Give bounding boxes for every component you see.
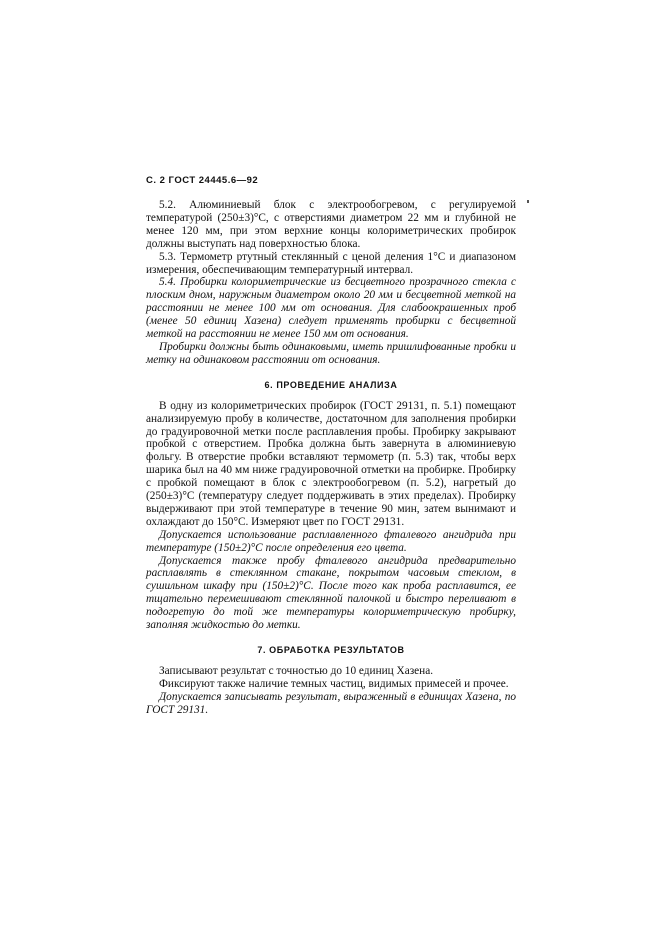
section-7-title: 7. ОБРАБОТКА РЕЗУЛЬТАТОВ <box>257 645 405 655</box>
paragraph-5-2: 5.2. Алюминиевый блок с электрообогревом, с регулируемой температурой (250±3)°С, с отверстиями диаметром 22 мм и глубиной не менее 120 мм, при этом верхние концы колориметрических пробирок должны выступать над поверхностью блока. <box>146 199 516 250</box>
paragraph-procedure: В одну из колориметрических пробирок (ГОСТ 29131, п. 5.1) помещают анализируемую пробу в количестве, достаточном для заполнения пробирки до градуировочной метки после расплавления пробы. Пробирку закрывают пробкой с отверстием. Пробка должна быть завернута в алюминиевую фольгу. В отверстие пробки вставляют термометр (п. 5.3) так, чтобы верх шарика был на 40 мм ниже градуировочной отметки на пробирке. Пробирку с пробкой помещают в блок с электрообогревом (п. 5.2), нагретый до (250±3)°С (температуру следует поддерживать в этих пределах). Пробирку выдерживают при этой температуре в течение 90 мин, затем вынимают и охлаждают до 150°С. Измеряют цвет по ГОСТ 29131. <box>146 399 516 528</box>
paragraph-record-particles: Фиксируют также наличие темных частиц, видимых примесей и прочее. <box>159 677 509 690</box>
paragraph-allowed-hazen: Допускается записывать результат, выраженный в единицах Хазена, по ГОСТ 29131. <box>146 690 516 716</box>
paragraph-allowed-melted: Допускается использование расплавленного фталевого ангидрида при температуре (150±2)°С после определения его цвета. <box>146 528 516 554</box>
paragraph-tubes-identical: Пробирки должны быть одинаковыми, иметь пришлифованные пробки и метку на одинаковом расстоянии от основания. <box>146 340 516 366</box>
paragraph-5-4: 5.4. Пробирки колориметрические из бесцветного прозрачного стекла с плоским дном, наружным диаметром около 20 мм и бесцветной меткой на расстоянии не менее 100 мм от основания. Для слабоокрашенных проб (менее 50 единиц Хазена) следует применять пробирки с бесцветной меткой на расстоянии не менее 150 мм от основания. <box>146 276 516 341</box>
scan-speck <box>527 200 529 203</box>
page-header: С. 2 ГОСТ 24445.6—92 <box>146 175 259 186</box>
section-6-title: 6. ПРОВЕДЕНИЕ АНАЛИЗА <box>264 379 398 390</box>
document-body <box>146 199 516 717</box>
paragraph-allowed-preheat: Допускается также пробу фталевого ангидрида предварительно расплавлять в стеклянном стакане, покрытом часовым стеклом, в сушильном шкафу при (150±2)°С. После того как проба расплавится, ее тщательно перемешивают стеклянной палочкой и быстро переливают в подогретую до той же температуры колориметрическую пробирку, заполняя жидкостью до метки. <box>146 554 516 632</box>
paragraph-5-3: 5.3. Термометр ртутный стеклянный с ценой деления 1°С и диапазоном измерения, обеспечивающим температурный интервал. <box>146 250 516 276</box>
paragraph-record-result: Записывают результат с точностью до 10 единиц Хазена. <box>159 664 434 677</box>
